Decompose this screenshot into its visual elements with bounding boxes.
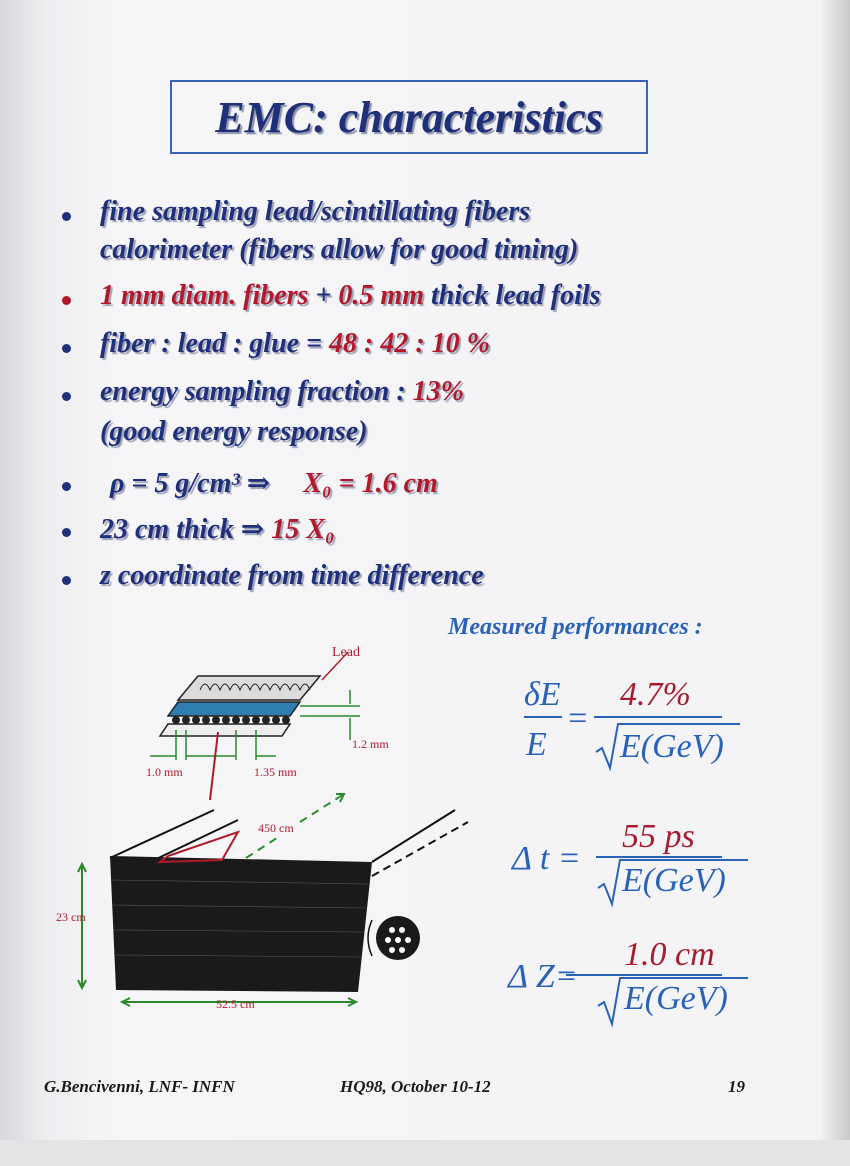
dim-1-0-label: 1.0 mm <box>146 765 183 779</box>
lead-thickness: 0.5 mm <box>338 280 424 311</box>
composition-ratio: 48 : 42 : 10 % <box>329 328 491 359</box>
z-lhs: Δ Z= <box>508 958 578 995</box>
delta-e-denominator: E <box>526 726 547 763</box>
density-label: ρ = 5 g/cm³ ⇒ <box>110 468 271 499</box>
fiber-module <box>150 652 360 760</box>
thickness-x0: 15 X₀ <box>271 514 335 545</box>
bullet-1-line-1: fine sampling lead/scintillating fibers <box>100 196 531 227</box>
radiation-length: X₀ = 1.6 cm <box>303 468 438 499</box>
footer-event: HQ98, October 10-12 <box>340 1077 491 1096</box>
dim-52-5-label: 52.5 cm <box>216 997 255 1011</box>
dim-23-label: 23 cm <box>56 910 86 924</box>
footer-page-number: 19 <box>728 1077 745 1096</box>
formula-strokes <box>524 717 748 1024</box>
dim-1-2-label: 1.2 mm <box>352 737 389 751</box>
delta-e-numerator: δE <box>524 676 561 713</box>
lead-foil-text: thick lead foils <box>430 280 601 311</box>
energy-resolution-value: 4.7% <box>620 676 691 713</box>
sampling-value: 13% <box>412 376 464 407</box>
thickness-label: 23 cm thick ⇒ <box>100 514 265 545</box>
plus-sign: + <box>315 280 332 311</box>
measured-heading: Measured performances : <box>448 614 703 640</box>
equals-sign: = <box>566 700 589 737</box>
energy-sqrt-arg: E(GeV) <box>620 728 724 765</box>
time-sqrt-arg: E(GeV) <box>622 862 726 899</box>
dim-450-label: 450 cm <box>258 821 294 835</box>
composition-label: fiber : lead : glue = <box>100 328 323 359</box>
slide-title: EMC: characteristics <box>215 92 603 142</box>
dim-1-35-label: 1.35 mm <box>254 765 297 779</box>
time-lhs: Δ t = <box>512 840 581 877</box>
bullet-4-line-2: (good energy response) <box>100 416 368 447</box>
footer-author: G.Bencivenni, LNF- INFN <box>44 1077 235 1096</box>
sampling-label: energy sampling fraction : <box>100 376 413 407</box>
bullet-7: z coordinate from time difference <box>100 560 484 591</box>
z-sqrt-arg: E(GeV) <box>624 980 728 1017</box>
fiber-diameter: 1 mm diam. fibers <box>100 280 309 311</box>
z-resolution-value: 1.0 cm <box>624 936 715 973</box>
lead-label: Lead <box>332 645 360 660</box>
time-resolution-value: 55 ps <box>622 818 695 855</box>
bullet-1-line-2: calorimeter (fibers allow for good timing) <box>100 234 579 265</box>
